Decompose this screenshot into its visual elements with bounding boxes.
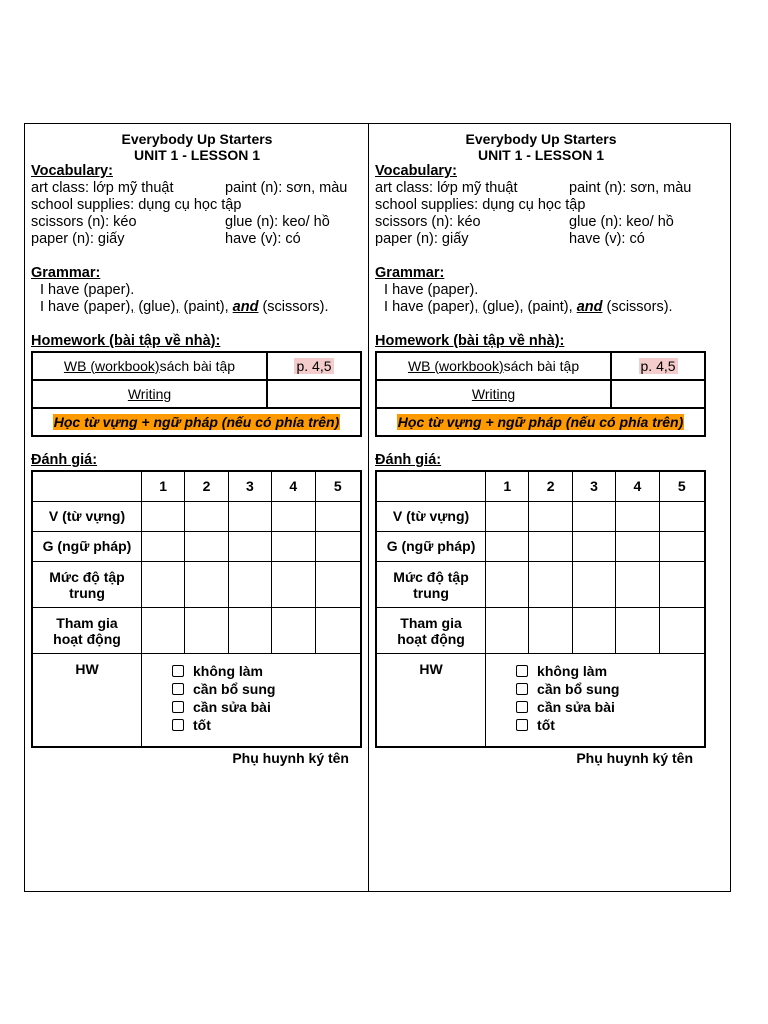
score-cell[interactable] [142, 562, 185, 608]
evaluation-table [31, 470, 362, 748]
vocab-item: scissors (n): kéo [31, 214, 137, 230]
worksheet-title: Everybody Up Starters [465, 131, 617, 147]
worksheet-left [25, 124, 368, 891]
score-cell[interactable] [529, 608, 572, 654]
vocabulary-heading: Vocabulary: [375, 163, 457, 179]
vocabulary-heading: Vocabulary: [31, 163, 113, 179]
parent-signature-label: Phụ huynh ký tên [232, 750, 349, 766]
score-cell[interactable] [272, 562, 315, 608]
score-cell[interactable] [142, 532, 185, 562]
criterion-focus: Mức độ tập trung [376, 562, 486, 608]
grammar-comma: , [224, 299, 229, 315]
score-cell[interactable] [572, 502, 615, 532]
score-header: 2 [529, 471, 572, 502]
vocab-item: art class: lớp mỹ thuật [375, 180, 518, 196]
score-cell[interactable] [185, 608, 228, 654]
score-cell[interactable] [659, 608, 705, 654]
grammar-heading: Grammar: [31, 265, 101, 281]
score-cell[interactable] [572, 608, 615, 654]
pages-value: p. 4,5 [640, 357, 676, 374]
study-text: Học từ vựng + ngữ pháp (nếu có phía trên) [53, 413, 340, 430]
grammar-line [375, 299, 707, 316]
score-cell[interactable] [486, 562, 529, 608]
score-cell[interactable] [616, 562, 659, 608]
grammar-comma: , [568, 299, 573, 315]
writing-empty-cell [267, 380, 361, 408]
score-header: 2 [185, 471, 228, 502]
grammar-comma: , [130, 299, 135, 315]
vocab-row [31, 180, 363, 197]
criterion-vocab: V (từ vựng) [376, 502, 486, 532]
criterion-participation: Tham gia hoạt động [376, 608, 486, 654]
score-cell[interactable] [659, 562, 705, 608]
score-cell[interactable] [486, 608, 529, 654]
checkbox[interactable] [172, 665, 184, 677]
checkbox[interactable] [172, 719, 184, 731]
grammar-part: (glue) [138, 299, 176, 315]
vocab-item: paper (n): giấy [375, 231, 469, 247]
checkbox[interactable] [516, 665, 528, 677]
pages-value: p. 4,5 [296, 357, 332, 374]
score-header: 5 [315, 471, 361, 502]
score-cell[interactable] [572, 532, 615, 562]
workbook-cell: WB (workbook)sách bài tập [32, 352, 267, 380]
score-cell[interactable] [659, 502, 705, 532]
grammar-heading: Grammar: [375, 265, 445, 281]
vocab-item: glue (n): keo/ hồ [225, 214, 330, 230]
grammar-and: and [576, 299, 603, 315]
score-cell[interactable] [185, 532, 228, 562]
hw-option[interactable]: cần sửa bài [172, 698, 360, 716]
score-cell[interactable] [228, 608, 271, 654]
checkbox[interactable] [516, 719, 528, 731]
score-cell[interactable] [572, 562, 615, 608]
grammar-part: (glue) [482, 299, 520, 315]
checkbox[interactable] [172, 701, 184, 713]
grammar-comma: , [519, 299, 524, 315]
grammar-comma: , [474, 299, 479, 315]
score-cell[interactable] [142, 608, 185, 654]
criterion-hw: HW [376, 654, 486, 748]
vocab-row [31, 197, 363, 214]
score-cell[interactable] [529, 562, 572, 608]
score-cell[interactable] [272, 532, 315, 562]
checkbox[interactable] [172, 683, 184, 695]
pages-cell [611, 352, 705, 380]
hw-option[interactable]: không làm [516, 662, 704, 680]
vocab-item: paint (n): sơn, màu [569, 180, 692, 196]
homework-table [375, 351, 706, 437]
score-cell[interactable] [529, 532, 572, 562]
vocab-row [375, 180, 707, 197]
evaluation-table [375, 470, 706, 748]
grammar-part: (scissors). [606, 299, 673, 315]
grammar-line: I have (paper). [40, 282, 135, 298]
score-cell[interactable] [616, 608, 659, 654]
score-cell[interactable] [315, 608, 361, 654]
checkbox[interactable] [516, 683, 528, 695]
vocab-item: glue (n): keo/ hồ [569, 214, 674, 230]
study-cell [32, 408, 361, 436]
writing-empty-cell [611, 380, 705, 408]
vocab-item: paint (n): sơn, màu [225, 180, 348, 196]
score-header: 4 [616, 471, 659, 502]
vocab-item: have (v): có [569, 231, 645, 247]
checkbox[interactable] [516, 701, 528, 713]
grammar-and: and [232, 299, 259, 315]
hw-option[interactable]: cần bổ sung [516, 680, 704, 698]
vocab-row [375, 197, 707, 214]
grammar-part: I have (paper) [40, 299, 131, 315]
hw-option[interactable]: tốt [172, 716, 360, 734]
score-cell[interactable] [272, 608, 315, 654]
homework-heading: Homework (bài tập về nhà): [31, 333, 221, 349]
hw-options [142, 654, 362, 748]
vocab-row [375, 214, 707, 231]
score-cell[interactable] [272, 502, 315, 532]
grammar-line [31, 299, 363, 316]
score-header: 1 [142, 471, 185, 502]
vocab-item: art class: lớp mỹ thuật [31, 180, 174, 196]
score-cell[interactable] [185, 562, 228, 608]
grammar-line: I have (paper). [384, 282, 479, 298]
score-cell[interactable] [315, 562, 361, 608]
criterion-grammar: G (ngữ pháp) [32, 532, 142, 562]
score-cell[interactable] [142, 502, 185, 532]
vocab-item: school supplies: dụng cụ học tập [31, 197, 242, 213]
parent-signature-label: Phụ huynh ký tên [576, 750, 694, 766]
grammar-part: (scissors). [262, 299, 329, 315]
hw-option[interactable]: cần sửa bài [516, 698, 704, 716]
score-cell[interactable] [659, 532, 705, 562]
criterion-vocab: V (từ vựng) [32, 502, 142, 532]
score-cell[interactable] [228, 562, 271, 608]
study-text: Học từ vựng + ngữ pháp (nếu có phía trên) [397, 413, 684, 430]
vocab-row [31, 231, 363, 248]
score-cell[interactable] [228, 532, 271, 562]
grammar-part: I have (paper) [384, 299, 475, 315]
hw-option[interactable]: cần bổ sung [172, 680, 360, 698]
score-cell[interactable] [228, 502, 271, 532]
score-cell[interactable] [616, 502, 659, 532]
score-cell[interactable] [315, 502, 361, 532]
hw-options [486, 654, 706, 748]
vocab-row [375, 231, 707, 248]
score-cell[interactable] [486, 502, 529, 532]
score-header: 1 [486, 471, 529, 502]
vocab-item: have (v): có [225, 231, 301, 247]
vocab-item: scissors (n): kéo [375, 214, 481, 230]
pages-cell [267, 352, 361, 380]
workbook-cell: WB (workbook)sách bài tập [376, 352, 611, 380]
writing-cell: Writing [32, 380, 267, 408]
criterion-participation: Tham gia hoạt động [32, 608, 142, 654]
worksheet-page [24, 123, 731, 892]
vocab-row [31, 214, 363, 231]
worksheet-title: Everybody Up Starters [121, 131, 273, 147]
score-cell[interactable] [315, 532, 361, 562]
vocab-item: paper (n): giấy [31, 231, 125, 247]
grammar-part: (paint) [527, 299, 569, 315]
score-cell[interactable] [185, 502, 228, 532]
criterion-focus: Mức độ tập trung [32, 562, 142, 608]
score-cell[interactable] [486, 532, 529, 562]
evaluation-heading: Đánh giá: [31, 452, 98, 468]
score-header: 3 [228, 471, 271, 502]
criterion-hw: HW [32, 654, 142, 748]
worksheet-right [368, 124, 730, 891]
score-header: 4 [272, 471, 315, 502]
lesson-title: UNIT 1 - LESSON 1 [133, 147, 261, 163]
homework-heading: Homework (bài tập về nhà): [375, 333, 565, 349]
hw-option[interactable]: không làm [172, 662, 360, 680]
hw-option[interactable]: tốt [516, 716, 704, 734]
score-header: 3 [572, 471, 615, 502]
homework-table [31, 351, 362, 437]
study-cell [376, 408, 705, 436]
score-header: 5 [659, 471, 705, 502]
evaluation-heading: Đánh giá: [375, 452, 442, 468]
grammar-part: (paint) [183, 299, 225, 315]
criterion-grammar: G (ngữ pháp) [376, 532, 486, 562]
vocab-item: school supplies: dụng cụ học tập [375, 197, 586, 213]
writing-cell: Writing [376, 380, 611, 408]
score-cell[interactable] [529, 502, 572, 532]
lesson-title: UNIT 1 - LESSON 1 [478, 147, 605, 163]
grammar-comma: , [175, 299, 180, 315]
score-cell[interactable] [616, 532, 659, 562]
